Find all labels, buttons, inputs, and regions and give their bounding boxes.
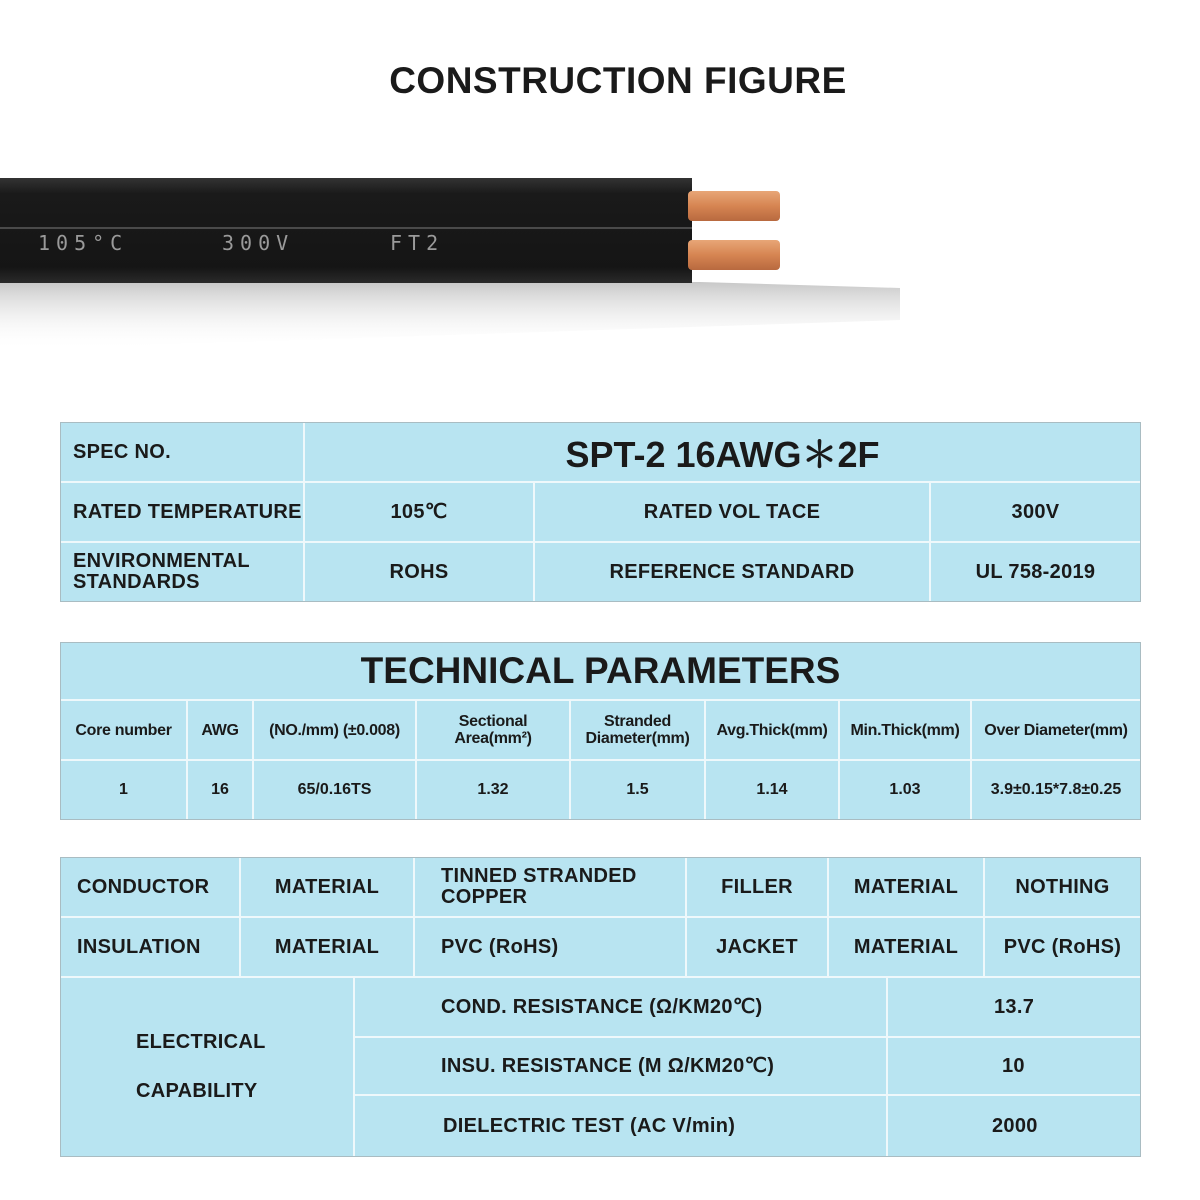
- header-over-diameter: Over Diameter(mm): [972, 701, 1140, 761]
- electrical-capability-label: [61, 978, 355, 1156]
- dielectric-test-value: 2000: [888, 1096, 1140, 1156]
- header-sectional-area: Sectional Area(mm²): [417, 701, 571, 761]
- filler-material-label: MATERIAL: [829, 858, 985, 918]
- header-min-thick: Min.Thick(mm): [840, 701, 972, 761]
- insulation-label: INSULATION: [61, 918, 241, 978]
- technical-parameters-table: [60, 642, 1141, 820]
- conductor-material-label: MATERIAL: [241, 858, 415, 918]
- conductor-label: CONDUCTOR: [61, 858, 241, 918]
- cable-shadow: [0, 282, 900, 350]
- materials-electrical-table: [60, 857, 1141, 1157]
- insu-resistance-value: 10: [888, 1038, 1140, 1096]
- rated-voltage-value: 300V: [931, 483, 1140, 543]
- jacket-material-label: MATERIAL: [829, 918, 985, 978]
- cond-resistance-label: COND. RESISTANCE (Ω/KM20℃): [355, 978, 888, 1038]
- construction-figure-title: CONSTRUCTION FIGURE: [389, 60, 847, 101]
- cond-resistance-value: 13.7: [888, 978, 1140, 1038]
- spec-no-label: SPEC NO.: [61, 423, 305, 483]
- value-over-diameter: 3.9±0.15*7.8±0.25: [972, 761, 1140, 819]
- copper-core-bottom: [688, 240, 780, 270]
- technical-parameters-title: TECHNICAL PARAMETERS: [61, 643, 1140, 701]
- filler-material-value: NOTHING: [985, 858, 1140, 918]
- value-awg: 16: [188, 761, 254, 819]
- jacket-material-value: PVC (RoHS): [985, 918, 1140, 978]
- conductor-material-value: TINNED STRANDED COPPER: [415, 858, 687, 918]
- jacket-label: JACKET: [687, 918, 829, 978]
- cable-print-temp: 105°C: [38, 231, 129, 255]
- header-core-number: Core number: [61, 701, 188, 761]
- value-avg-thick: 1.14: [706, 761, 840, 819]
- rated-temperature-label: RATED TEMPERATURE: [61, 483, 305, 543]
- spec-no-value: SPT-2 16AWG＊2F: [305, 423, 1140, 483]
- header-stranded-diameter: Stranded Diameter(mm): [571, 701, 706, 761]
- cable-print-voltage: 300V: [222, 231, 295, 255]
- insu-resistance-label: INSU. RESISTANCE (M Ω/KM20℃): [355, 1038, 888, 1096]
- value-core-number: 1: [61, 761, 188, 819]
- electrical-label-line2: CAPABILITY: [136, 1080, 258, 1102]
- environmental-standards-label: ENVIRONMENTAL STANDARDS: [61, 543, 305, 601]
- dielectric-test-label: DIELECTRIC TEST (AC V/min): [355, 1096, 888, 1156]
- header-avg-thick: Avg.Thick(mm): [706, 701, 840, 761]
- reference-standard-value: UL 758-2019: [931, 543, 1140, 601]
- copper-core-top: [688, 191, 780, 221]
- value-strand-count: 65/0.16TS: [254, 761, 417, 819]
- rated-temperature-value: 105℃: [305, 483, 535, 543]
- value-sectional-area: 1.32: [417, 761, 571, 819]
- cable-illustration: [0, 170, 900, 360]
- insulation-material-value: PVC (RoHS): [415, 918, 687, 978]
- header-strand-count: (NO./mm) (±0.008): [254, 701, 417, 761]
- insulation-material-label: MATERIAL: [241, 918, 415, 978]
- header-awg: AWG: [188, 701, 254, 761]
- value-stranded-diameter: 1.5: [571, 761, 706, 819]
- cable-print-rating: FT2: [390, 231, 445, 255]
- environmental-standards-value: ROHS: [305, 543, 535, 601]
- spec-table: [60, 422, 1141, 602]
- electrical-label-line1: ELECTRICAL: [136, 1031, 266, 1053]
- rated-voltage-label: RATED VOL TACE: [535, 483, 931, 543]
- filler-label: FILLER: [687, 858, 829, 918]
- reference-standard-label: REFERENCE STANDARD: [535, 543, 931, 601]
- value-min-thick: 1.03: [840, 761, 972, 819]
